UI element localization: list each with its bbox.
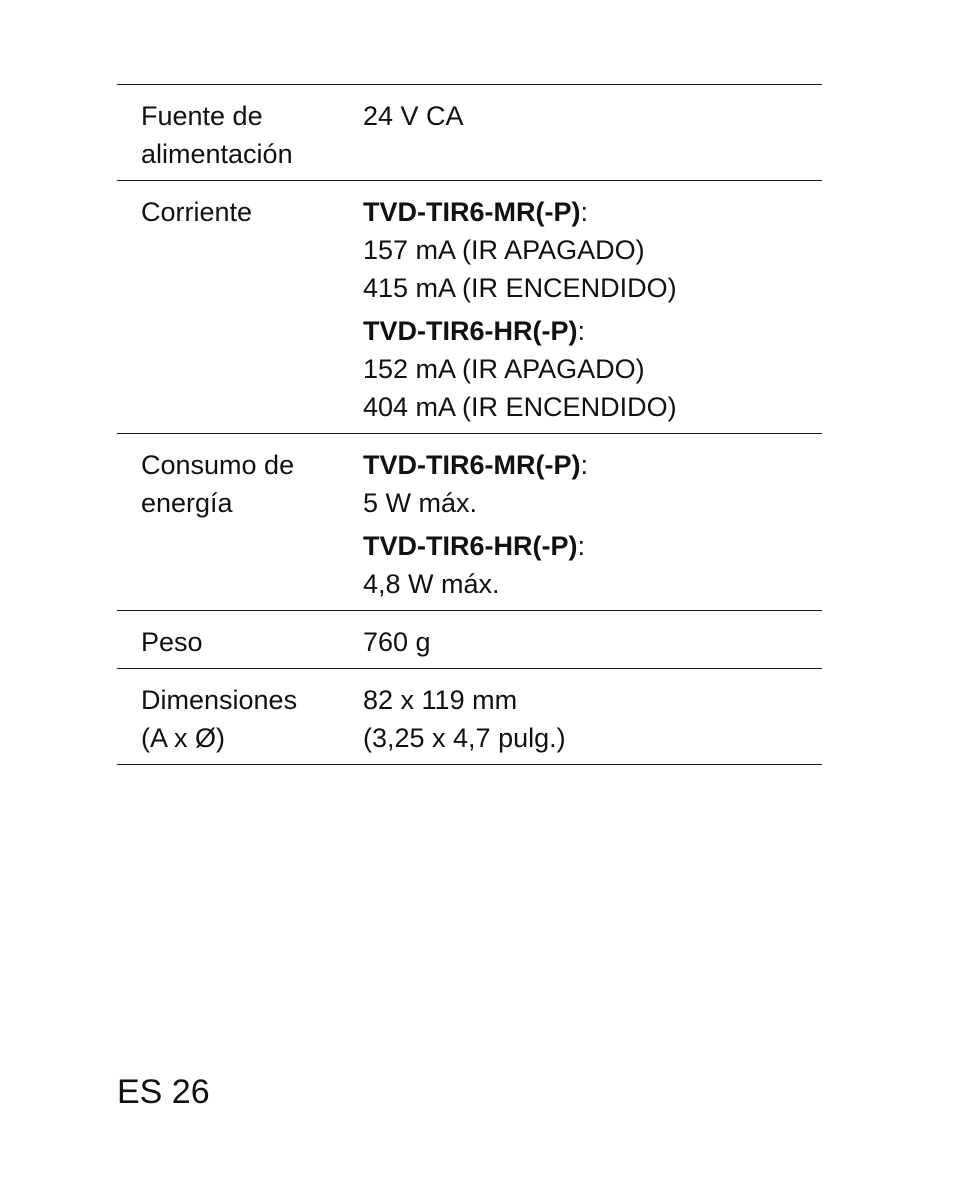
value-line: 415 mA (IR ENCENDIDO)	[363, 273, 677, 303]
model-group	[363, 312, 822, 426]
value-line: 404 mA (IR ENCENDIDO)	[363, 392, 677, 422]
model-heading: TVD-TIR6-HR(-P):	[363, 531, 585, 561]
row-value	[363, 97, 822, 173]
row-label	[117, 193, 363, 426]
row-value	[363, 193, 822, 426]
model-group	[363, 446, 822, 522]
label-line: Consumo de	[141, 450, 295, 480]
model-name: TVD-TIR6-HR(-P)	[363, 316, 578, 346]
model-name: TVD-TIR6-HR(-P)	[363, 531, 578, 561]
label-line: (A x Ø)	[141, 723, 226, 753]
value-line: 82 x 119 mm	[363, 685, 518, 715]
label-line: Peso	[141, 627, 203, 657]
label-line: Dimensiones	[141, 685, 298, 715]
label-line: Corriente	[141, 197, 253, 227]
row-label	[117, 681, 363, 757]
value-line: 24 V CA	[363, 101, 464, 131]
row-power-supply	[117, 85, 822, 181]
row-label	[117, 623, 363, 661]
model-group	[363, 527, 822, 603]
model-heading: TVD-TIR6-HR(-P):	[363, 316, 585, 346]
row-label	[117, 446, 363, 603]
value-line: (3,25 x 4,7 pulg.)	[363, 723, 566, 753]
model-name: TVD-TIR6-MR(-P)	[363, 197, 581, 227]
row-dimensions	[117, 669, 822, 765]
value-line: 760 g	[363, 627, 431, 657]
value-line: 5 W máx.	[363, 488, 478, 518]
row-value	[363, 623, 822, 661]
model-name: TVD-TIR6-MR(-P)	[363, 450, 581, 480]
value-line: 4,8 W máx.	[363, 569, 500, 599]
label-line: Fuente de	[141, 101, 263, 131]
label-line: alimentación	[141, 139, 293, 169]
row-value	[363, 681, 822, 757]
row-current	[117, 181, 822, 434]
model-group	[363, 193, 822, 307]
model-heading: TVD-TIR6-MR(-P):	[363, 197, 588, 227]
row-power-consumption	[117, 434, 822, 611]
spec-table	[117, 84, 822, 765]
value-line: 157 mA (IR APAGADO)	[363, 235, 645, 265]
page-number: ES 26	[117, 1073, 210, 1111]
row-value	[363, 446, 822, 603]
model-heading: TVD-TIR6-MR(-P):	[363, 450, 588, 480]
row-weight	[117, 611, 822, 669]
label-line: energía	[141, 488, 233, 518]
value-line: 152 mA (IR APAGADO)	[363, 354, 645, 384]
row-label	[117, 97, 363, 173]
